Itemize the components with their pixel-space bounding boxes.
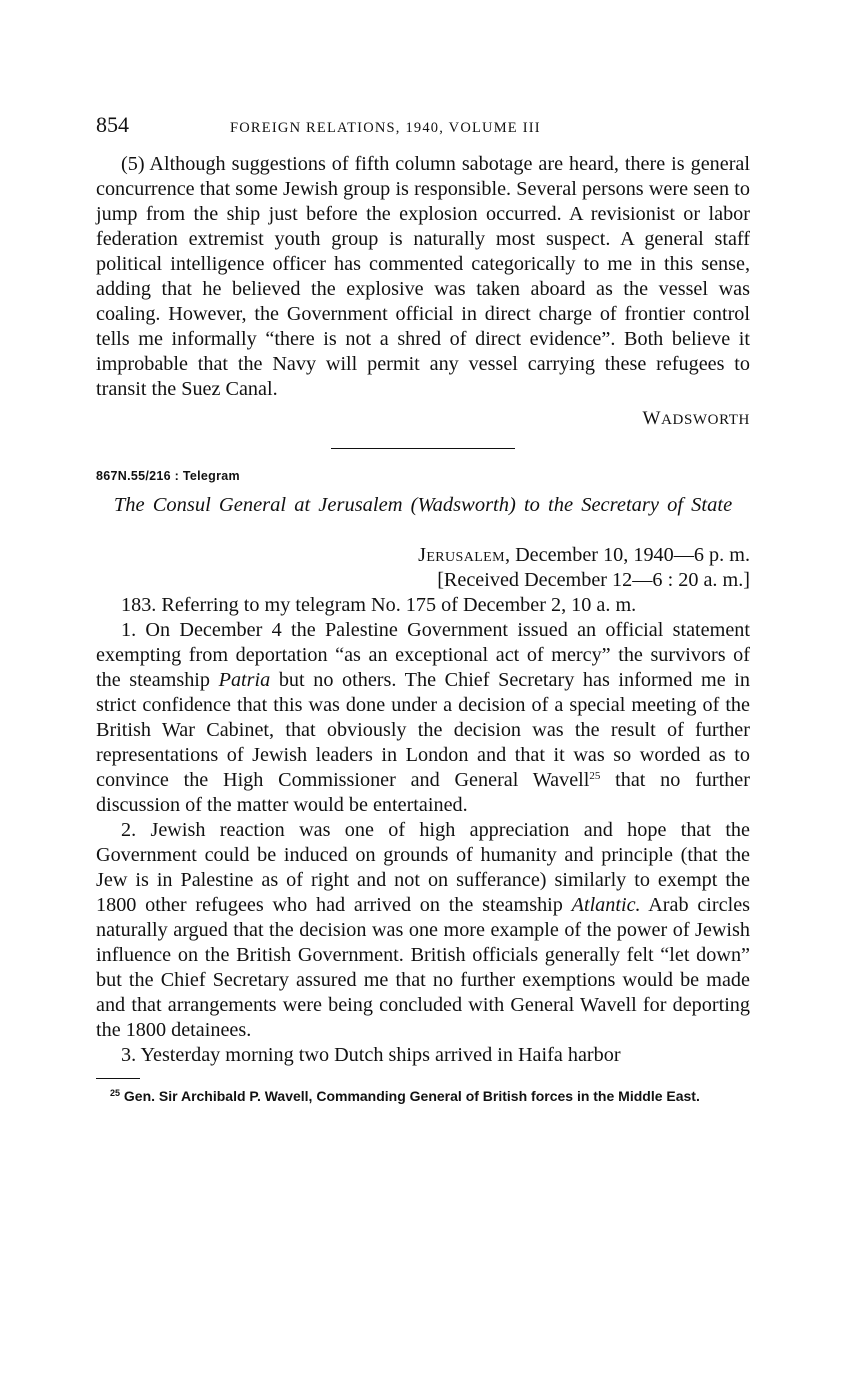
paragraph-3: 3. Yesterday morning two Dutch ships arrived in Haifa harbor <box>121 1044 621 1066</box>
paragraph-1-mid: but no others. The Chief Secretary has informed me in strict confidence that this was done under a decision of a special meeting of the British War Cabinet, that obviously the decision was the result of further representations of Jewish leaders in London and that it was so worded as to convince the High Commissioner and General Wavell <box>96 669 750 791</box>
paragraph-2-start: 2. Jewish reaction was one of high appreciation and hope that the Government could be induced on grounds of humanity and principle (that the Jew is in Palestine as of right and not on sufferance) similarly to exempt the 1800 other refugees who had arrived on the steamship <box>96 819 750 916</box>
paragraph-1 <box>96 618 750 818</box>
ship-name-atlantic: Atlantic. <box>571 894 641 916</box>
telegram-opening: 183. Referring to my telegram No. 175 of December 2, 10 a. m. <box>121 594 637 616</box>
dateline-place: Jerusalem <box>418 544 505 566</box>
signature-rest: ADSWORTH <box>661 412 750 428</box>
dateline-date: , December 10, 1940—6 p. m. <box>504 544 750 566</box>
ship-name-patria: Patria <box>218 669 271 691</box>
footnote <box>96 1087 750 1105</box>
page-content <box>96 112 750 1105</box>
paragraph-1-end: that no further discussion of the matter would be entertained. <box>96 769 750 816</box>
dateline-sent <box>96 543 750 568</box>
signature-initial: W <box>642 408 662 429</box>
dateline-received: [Received December 12—6 : 20 a. m.] <box>437 569 750 591</box>
paragraph-5: (5) Although suggestions of fifth column sabotage are heard, there is general concurrence that some Jewish group is responsible. Several persons were seen to jump from the ship just before the explosion occurred. A revisionist or labor federation extremist youth group is naturally most suspect. A general staff political intelligence officer has commented categorically to me in this sense, adding that he believed the explosive was taken aboard as the vessel was coaling. However, the Government official in direct charge of frontier control tells me informally “there is not a shred of direct evidence”. Both believe it improbable that the Navy will permit any vessel carrying these refugees to transit the Suez Canal. <box>96 153 750 400</box>
page-number: 854 <box>96 112 129 137</box>
signature <box>96 408 750 432</box>
section-divider <box>331 448 515 449</box>
page-header <box>96 112 750 152</box>
footnote-text: Gen. Sir Archibald P. Wavell, Commanding General of British forces in the Middle East. <box>123 1088 700 1104</box>
dateline <box>96 543 750 593</box>
footnote-rule <box>96 1078 140 1079</box>
paragraph-1-start: 1. On December 4 the Palestine Government issued an official statement exempting from deportation “as an exceptional act of mercy” the survivors of the steamship <box>96 619 750 691</box>
file-reference: 867N.55/216 : Telegram <box>96 469 240 483</box>
paragraph-2 <box>96 818 750 1043</box>
running-head: FOREIGN RELATIONS, 1940, VOLUME III <box>230 120 541 136</box>
document-title: The Consul General at Jerusalem (Wadsworth) to the Secretary of State <box>113 494 733 516</box>
footnote-mark: 25 <box>110 1088 121 1098</box>
paragraph-2-end: Arab circles naturally argued that the decision was one more example of the power of Jewish influence on the British Government. British officials generally felt “let down” but the Chief Secretary assured me that no further exemptions would be made and that arrangements were being concluded with General Wavell for deporting the 1800 detainees. <box>96 894 751 1041</box>
footnote-reference[interactable]: 25 <box>589 770 601 782</box>
